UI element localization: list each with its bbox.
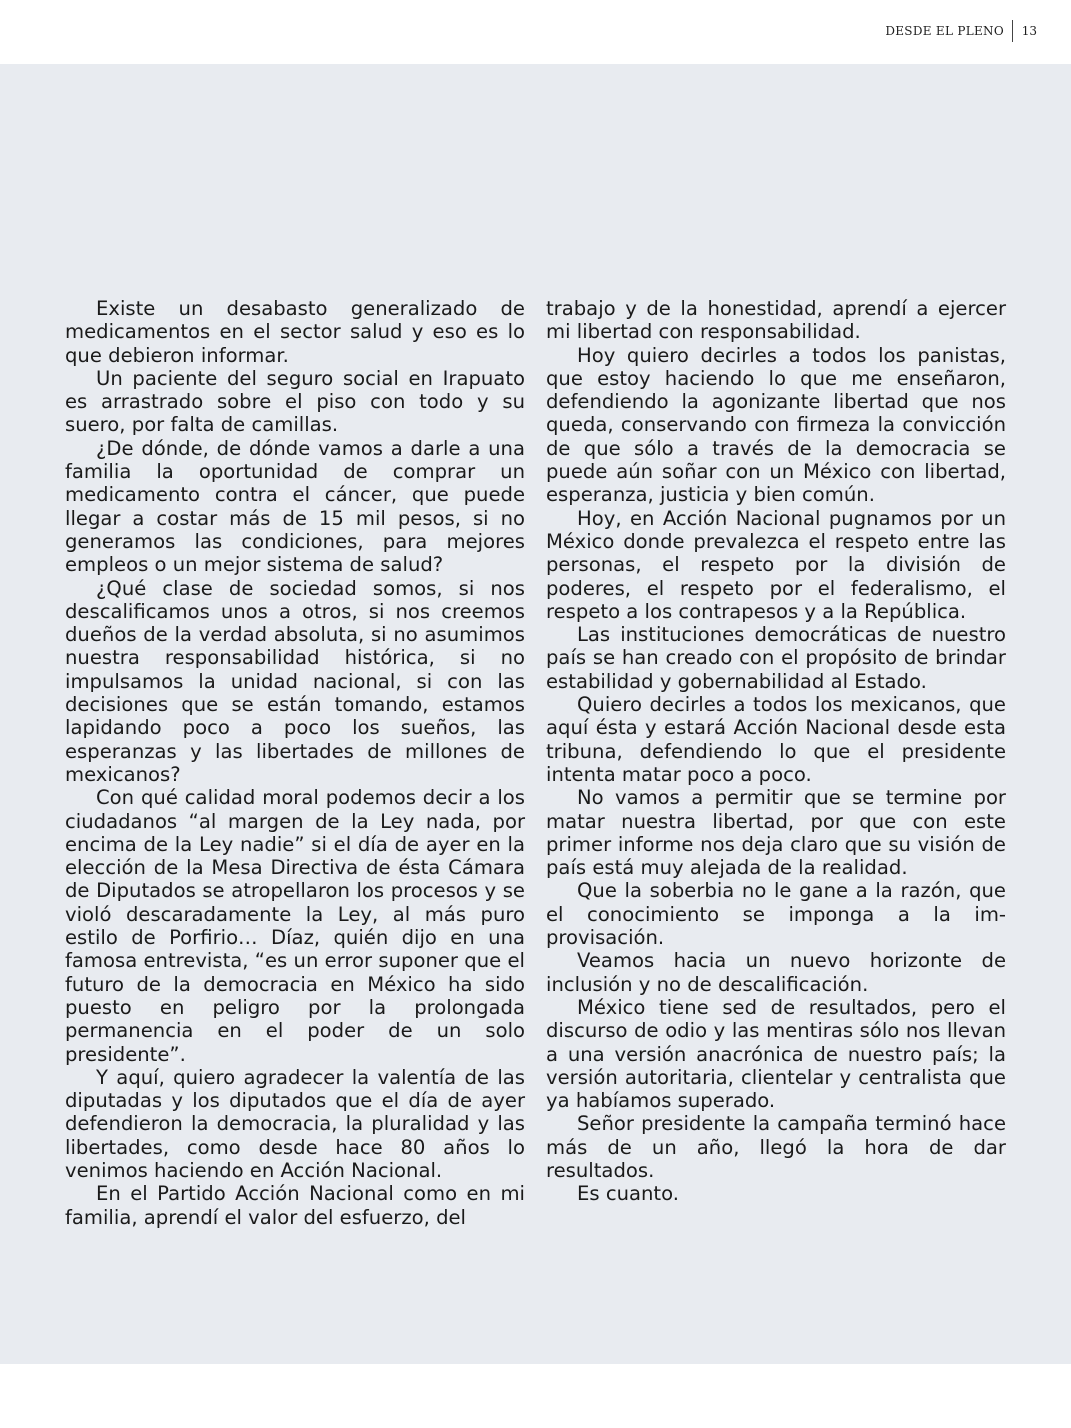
paragraph: Un paciente del seguro social en Irapuato es arrastrado sobre el piso con todo y su suero, por falta de camillas. [65, 366, 525, 437]
right-column [546, 297, 1006, 1206]
paragraph: No vamos a permitir que se termine por matar nuestra libertad, por que con este primer informe nos deja claro que su visión de país está muy alejada de la realidad. [546, 786, 1006, 880]
paragraph: ¿De dónde, de dónde vamos a darle a una familia la oportunidad de comprar un medicamento contra el cáncer, que puede llegar a costar más de 15 mil pesos, si no generamos las condiciones, para mejores empleos o un mejor sistema de salud? [65, 436, 525, 577]
page-number: 13 [1021, 24, 1037, 38]
paragraph: ¿Qué clase de sociedad somos, si nos descalificamos unos a otros, si nos creemos dueños de la verdad absoluta, si no asumimos nuestra responsabilidad histórica, si no impulsamos la unidad nacional, si con las decisiones que se están tomando, estamos lapidando poco a poco los sueños, las esperanzas y las libertades de millones de mexicanos? [65, 576, 525, 786]
section-title: DESDE EL PLENO [885, 24, 1004, 38]
paragraph: Quiero decirles a todos los mexicanos, que aquí ésta y estará Acción Nacional desde esta tribuna, defendiendo lo que el presidente intenta matar poco a poco. [546, 693, 1006, 786]
header-divider [1012, 20, 1013, 42]
paragraph: Hoy quiero decirles a todos los panistas, que estoy haciendo lo que me enseñaron, defendiendo la agonizante libertad que nos queda, conservando con firmeza la convicción de que sólo a través de la democracia se puede aún soñar con un México con libertad, esperanza, justicia y bien común. [546, 343, 1006, 507]
article-panel [0, 64, 1071, 1364]
paragraph: Es cuanto. [577, 1182, 679, 1206]
page-header [0, 0, 1071, 64]
paragraph: Existe un desabasto generalizado de medicamentos en el sector salud y eso es lo que debieron informar. [65, 297, 525, 367]
paragraph: México tiene sed de resultados, pero el discurso de odio y las mentiras sólo nos llevan a una versión anacrónica de nuestro país; la versión autoritaria, clientelar y centralista que ya habíamos superado. [546, 995, 1006, 1113]
left-column [65, 297, 525, 1229]
paragraph: Señor presidente la campaña terminó hace más de un año, llegó la hora de dar resultados. [546, 1112, 1006, 1182]
paragraph: Que la soberbia no le gane a la razón, que el conocimiento se imponga a la improvisación. [546, 879, 1006, 950]
paragraph: Y aquí, quiero agradecer la valentía de las diputadas y los diputados que el día de ayer defendieron la democracia, la pluralidad y las libertades, como desde hace 80 años lo venimos haciendo en Acción Nacional. [65, 1065, 525, 1182]
paragraph: Con qué calidad moral podemos decir a los ciudadanos “al margen de la Ley nada, por encima de la Ley nadie” si el día de ayer en la elección de la Mesa Directiva de ésta Cámara de Diputados se atropellaron los procesos y se violó descaradamente la Ley, al más puro estilo de Porfirio… Díaz, quién dijo en una famosa entrevista, “es un error suponer que el futuro de la democracia en México ha sido puesto en peligro por la prolongada permanencia en el poder de un solo presidente”. [65, 786, 525, 1066]
paragraph: En el Partido Acción Nacional como en mi familia, aprendí el valor del esfuerzo, del [65, 1182, 525, 1229]
paragraph: Hoy, en Acción Nacional pugnamos por un México donde prevalezca el respeto entre las personas, el respeto por la división de poderes, el respeto por el federalismo, el respeto a los contrapesos y a la República. [546, 506, 1006, 623]
paragraph: Las instituciones democráticas de nuestro país se han creado con el propósito de brindar estabilidad y gobernabilidad al Estado. [546, 623, 1006, 693]
paragraph-continued: trabajo y de la honestidad, aprendí a ejercer mi libertad con responsabilidad. [546, 297, 1006, 344]
paragraph: Veamos hacia un nuevo horizonte de inclusión y no de descalificación. [546, 949, 1006, 996]
